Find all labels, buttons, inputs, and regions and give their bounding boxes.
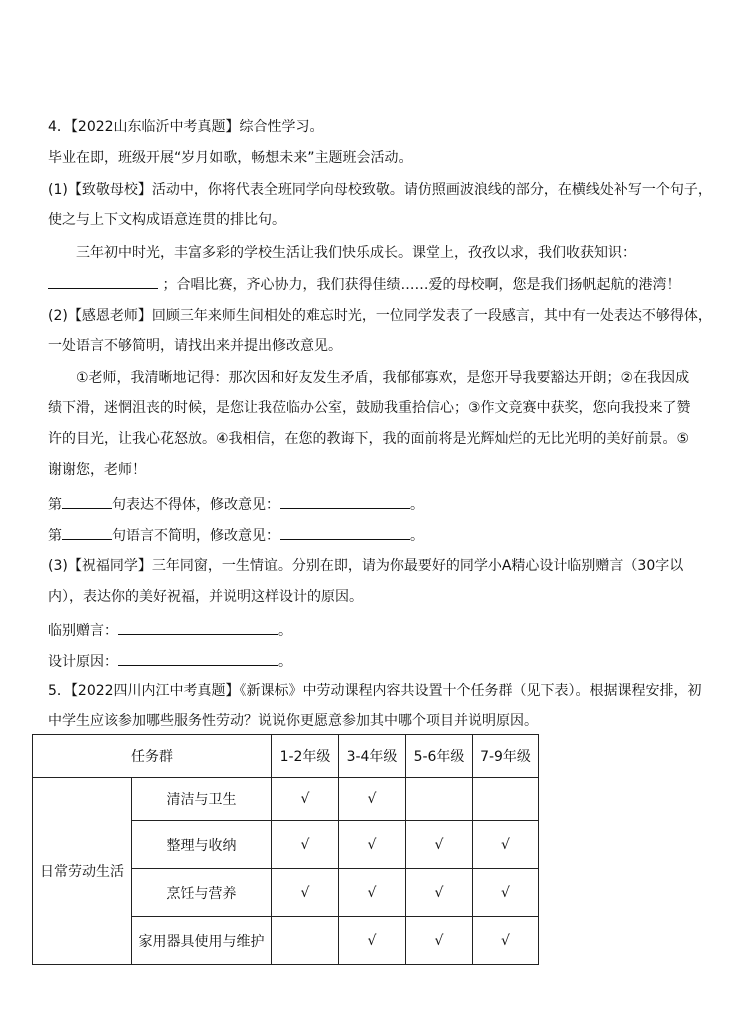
revision-blank[interactable] xyxy=(280,524,410,540)
table-header-row xyxy=(33,735,539,778)
sentence-number-blank[interactable] xyxy=(62,524,112,540)
q4-part3-prompt-line1: (3)【祝福同学】三年同窗，一生情谊。分别在即，请为你最要好的同学小A精心设计临别赠言（30字以 xyxy=(48,558,684,574)
item-cell: 整理与收纳 xyxy=(132,821,272,869)
q4-title: 4．【2022山东临沂中考真题】综合性学习。 xyxy=(48,119,324,135)
q4-part1-text-line2: ；合唱比赛，齐心协力，我们获得佳绩……爱的母校啊，您是我们扬帆起航的港湾！ xyxy=(48,273,680,295)
q4-speech-line4: 谢谢您，老师！ xyxy=(48,462,146,478)
q4-part2-answer1: 第 句表达不得体，修改意见： 。 xyxy=(48,493,424,515)
item-cell: 家用器具使用与维护 xyxy=(132,917,272,965)
item-cell: 清洁与卫生 xyxy=(132,778,272,821)
q4-part2-prompt-line1: (2)【感恩老师】回顾三年来师生间相处的难忘时光，一位同学发表了一段感言，其中有一处表达不够得体， xyxy=(48,308,712,324)
reason-blank[interactable] xyxy=(118,650,278,666)
q4-speech-line3: 许的目光，让我心花怒放。④我相信，在您的教诲下，我的面前将是光辉灿烂的无比光明的美好前景。⑤ xyxy=(48,431,690,447)
task-group-table xyxy=(32,734,539,965)
header-grade-5-6: 5-6年级 xyxy=(406,735,473,778)
revision-blank[interactable] xyxy=(280,493,410,509)
group-cell: 日常劳动生活 xyxy=(33,778,132,965)
header-task-group: 任务群 xyxy=(33,735,272,778)
check-cell: √ xyxy=(339,821,406,869)
q4-part1-prompt-line2: 使之与上下文构成语意连贯的排比句。 xyxy=(48,212,286,228)
farewell-blank[interactable] xyxy=(118,619,278,635)
table-row xyxy=(33,778,539,821)
check-cell: √ xyxy=(406,821,473,869)
check-cell xyxy=(406,778,473,821)
header-grade-3-4: 3-4年级 xyxy=(339,735,406,778)
q4-part2-prompt-line2: 一处语言不够简明，请找出来并提出修改意见。 xyxy=(48,338,342,354)
q4-part2-answer2: 第 句语言不简明，修改意见： 。 xyxy=(48,524,424,546)
check-cell: √ xyxy=(339,778,406,821)
check-cell: √ xyxy=(406,917,473,965)
check-cell: √ xyxy=(272,869,339,917)
q4-intro: 毕业在即，班级开展“岁月如歌，畅想未来”主题班会活动。 xyxy=(48,150,413,166)
q4-part3-prompt-line2: 内），表达你的美好祝福，并说明这样设计的原因。 xyxy=(48,589,363,605)
header-grade-1-2: 1-2年级 xyxy=(272,735,339,778)
check-cell xyxy=(272,917,339,965)
check-cell: √ xyxy=(406,869,473,917)
q5-prompt-line2: 中学生应该参加哪些服务性劳动？说说你更愿意参加其中哪个项目并说明原因。 xyxy=(48,713,538,729)
check-cell: √ xyxy=(473,869,539,917)
q5-prompt-line1: 5．【2022四川内江中考真题】《新课标》中劳动课程内容共设置十个任务群（见下表）。根据课程安排，初 xyxy=(48,683,702,699)
check-cell: √ xyxy=(272,778,339,821)
q4-speech-line1: ①老师，我清晰地记得：那次因和好友发生矛盾，我郁郁寡欢，是您开导我要豁达开朗；②在我因成 xyxy=(76,370,690,386)
q4-part1-text-line1: 三年初中时光，丰富多彩的学校生活让我们快乐成长。课堂上，孜孜以求，我们收获知识： xyxy=(76,245,636,261)
q4-part1-prompt-line1: (1)【致敬母校】活动中，你将代表全班同学向母校致敬。请仿照画波浪线的部分，在横线处补写一个句子， xyxy=(48,182,712,198)
q4-speech-line2: 绩下滑，迷惘沮丧的时候，是您让我莅临办公室，鼓励我重拾信心；③作文竞赛中获奖，您向我投来了赞 xyxy=(48,400,691,416)
check-cell xyxy=(473,778,539,821)
answer-blank[interactable] xyxy=(48,273,158,289)
item-cell: 烹饪与营养 xyxy=(132,869,272,917)
check-cell: √ xyxy=(339,869,406,917)
q4-part3-reason: 设计原因： 。 xyxy=(48,650,292,672)
header-grade-7-9: 7-9年级 xyxy=(473,735,539,778)
check-cell: √ xyxy=(272,821,339,869)
q4-part3-farewell: 临别赠言： 。 xyxy=(48,619,292,641)
check-cell: √ xyxy=(473,821,539,869)
check-cell: √ xyxy=(473,917,539,965)
check-cell: √ xyxy=(339,917,406,965)
sentence-number-blank[interactable] xyxy=(62,493,112,509)
